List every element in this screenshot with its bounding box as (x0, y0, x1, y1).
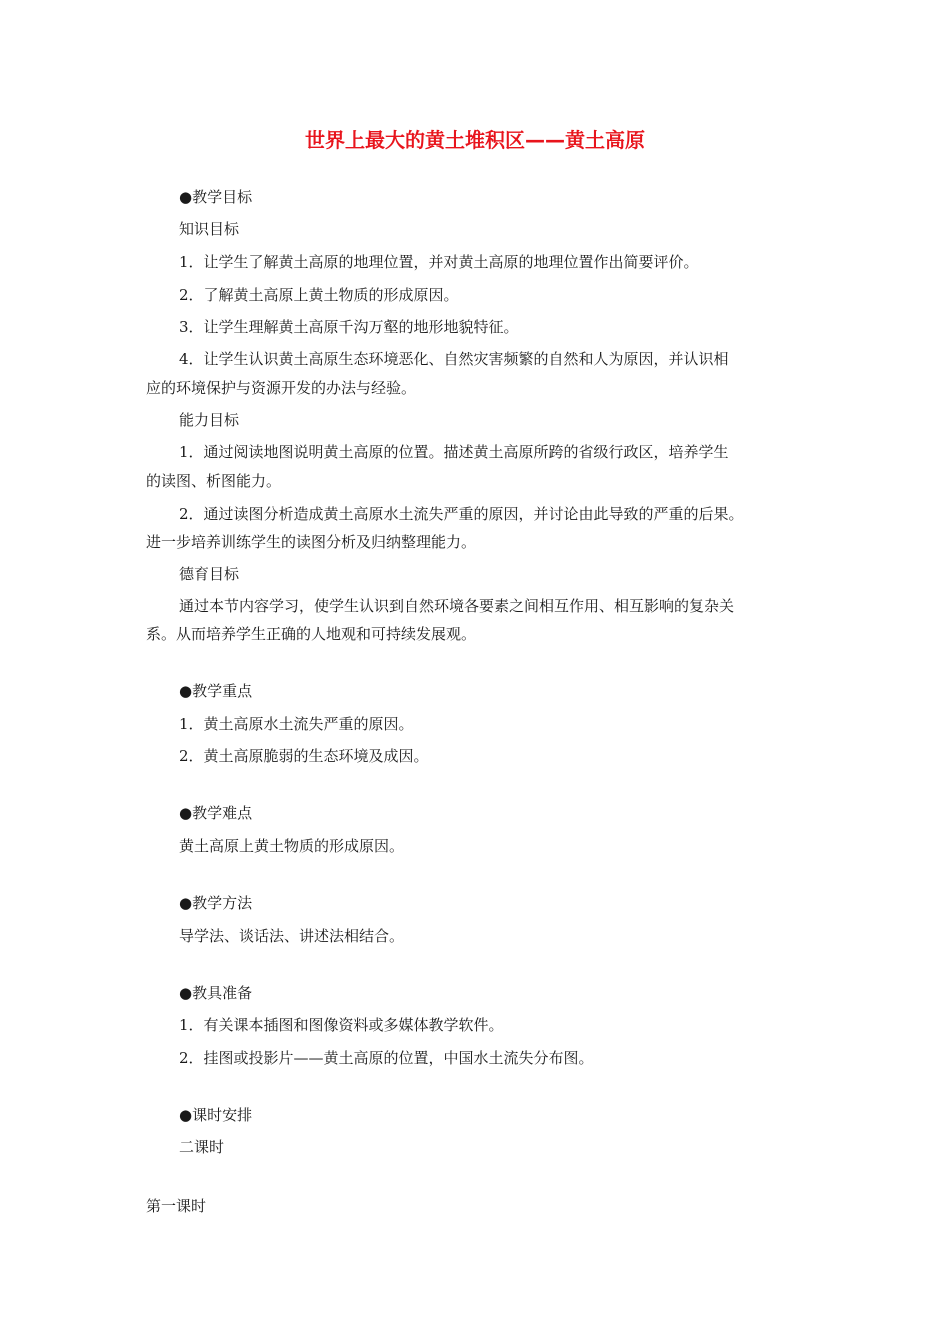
section-heading-schedule: ●课时安排 (179, 1106, 253, 1124)
tool-item-1: 1．有关课本插图和图像资料或多媒体教学软件。 (179, 1016, 504, 1034)
ability-item-1: 1．通过阅读地图说明黄土高原的位置。描述黄土高原所跨的省级行政区，培养学生 (179, 443, 729, 461)
section-heading-methods: ●教学方法 (179, 894, 253, 912)
key-point-2: 2．黄土高原脆弱的生态环境及成因。 (179, 747, 429, 765)
knowledge-item-3: 3．让学生理解黄土高原千沟万壑的地形地貌特征。 (179, 318, 519, 336)
knowledge-item-4-cont: 应的环境保护与资源开发的办法与经验。 (146, 379, 417, 397)
moral-item-1: 通过本节内容学习，使学生认识到自然环境各要素之间相互作用、相互影响的复杂关 (179, 597, 735, 615)
subheading-moral: 德育目标 (179, 565, 240, 583)
lesson-one-heading: 第一课时 (146, 1197, 207, 1215)
methods-text: 导学法、谈话法、讲述法相结合。 (179, 927, 405, 945)
ability-item-1-cont: 的读图、析图能力。 (146, 472, 282, 490)
moral-item-1-cont: 系。从而培养学生正确的人地观和可持续发展观。 (146, 625, 477, 643)
key-point-1: 1．黄土高原水土流失严重的原因。 (179, 715, 414, 733)
tool-item-2: 2．挂图或投影片——黄土高原的位置，中国水土流失分布图。 (179, 1049, 594, 1067)
knowledge-item-4: 4．让学生认识黄土高原生态环境恶化、自然灾害频繁的自然和人为原因，并认识相 (179, 350, 729, 368)
ability-item-2: 2．通过读图分析造成黄土高原水土流失严重的原因，并讨论由此导致的严重的后果。 (179, 505, 744, 523)
schedule-text: 二课时 (179, 1138, 225, 1156)
knowledge-item-1: 1．让学生了解黄土高原的地理位置，并对黄土高原的地理位置作出简要评价。 (179, 253, 699, 271)
section-heading-tools: ●教具准备 (179, 984, 253, 1002)
ability-item-2-cont: 进一步培养训练学生的读图分析及归纳整理能力。 (146, 533, 477, 551)
subheading-ability: 能力目标 (179, 411, 240, 429)
subheading-knowledge: 知识目标 (179, 220, 240, 238)
section-heading-key-points: ●教学重点 (179, 682, 253, 700)
document-title: 世界上最大的黄土堆积区——黄土高原 (305, 128, 645, 152)
section-heading-difficulties: ●教学难点 (179, 804, 253, 822)
difficulty-text: 黄土高原上黄土物质的形成原因。 (179, 837, 405, 855)
knowledge-item-2: 2．了解黄土高原上黄土物质的形成原因。 (179, 286, 459, 304)
section-heading-objectives: ●教学目标 (179, 188, 253, 206)
